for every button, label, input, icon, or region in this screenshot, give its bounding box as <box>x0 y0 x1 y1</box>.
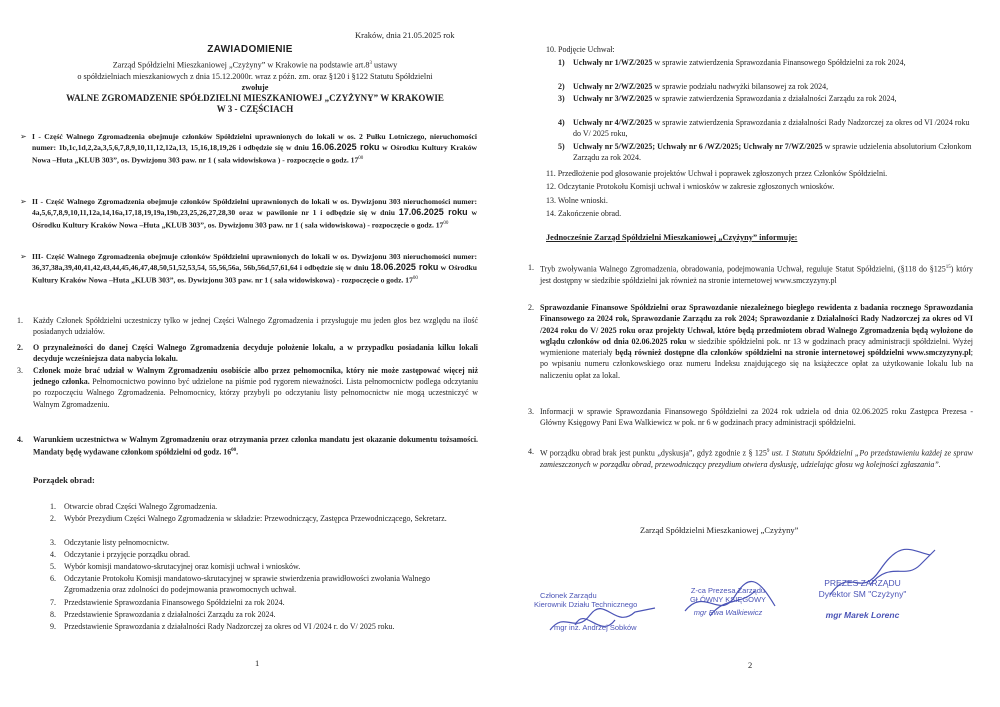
info-item <box>528 446 973 470</box>
informs-heading: Jednocześnie Zarząd Spółdzielni Mieszkaniowej „Czyżyny” informuje: <box>546 233 798 242</box>
order-number: 1. <box>50 502 56 511</box>
info-sup: 15 <box>945 265 951 270</box>
order-number: 2. <box>50 514 56 523</box>
rule-sup: 00 <box>231 448 237 454</box>
resolution-title: Uchwały nr 5/WZ/2025; Uchwały nr 6 /WZ/2025; Uchwały nr 7/WZ/2025 <box>573 142 823 151</box>
info-sup: 9 <box>766 449 770 454</box>
resolution-number: 3) <box>558 94 565 103</box>
info-item <box>528 262 973 286</box>
stamp-line: Z-ca Prezesa Zarządu <box>690 586 766 595</box>
order-text: Odczytanie listy pełnomocnictw. <box>64 538 170 547</box>
order-item-10: 10. Podjęcie Uchwał: <box>546 45 615 54</box>
order-text: Otwarcie obrad Części Walnego Zgromadzenia. <box>64 502 218 511</box>
signature-1-icon <box>545 600 665 640</box>
intro-line-1: Zarząd Spółdzielni Mieszkaniowej „Czyżyny” w Krakowie na podstawie art.8 <box>112 60 370 70</box>
session-1-date: 16.06.2025 roku <box>311 142 380 153</box>
session-3-sup: 00 <box>412 276 418 282</box>
order-number: 4. <box>50 550 56 559</box>
info-item <box>528 406 973 429</box>
signature-3-icon <box>820 545 940 605</box>
order-text: Przedstawienie Sprawozdania Finansowego Spółdzielni za rok 2024. <box>64 598 285 607</box>
stamp-line: GŁÓWNY KSIĘGOWY <box>689 595 767 604</box>
arrow-bullet-icon: ➢ <box>20 132 27 141</box>
order-title: Porządek obrad: <box>33 475 95 485</box>
order-number: 5. <box>50 562 56 571</box>
order-number: 6. <box>50 574 56 583</box>
resolution-text: w sprawie zatwierdzenia Sprawozdania z działalności Zarządu za rok 2024, <box>652 94 897 103</box>
stamp-line: mgr inż. Andrzej Sobków <box>554 623 637 632</box>
rule-number: 1. <box>17 316 23 325</box>
intro-line-5: W 3 - CZĘŚCIACH <box>216 103 294 114</box>
resolution-text: w sprawie zatwierdzenia Sprawozdania z działalności Rady Nadzorczej za okres od VI /2024 roku do V/ 2025 roku, <box>573 118 970 139</box>
session-2-place: w Ośrodku Kultury Kraków Nowa –Huta „KLUB 303”, os. Dywizjonu 303 paw. nr 1 ( sala widowiskowa) - rozpoczęcie o godz. 17 <box>32 208 477 230</box>
intro-line-2: o spółdzielniach mieszkaniowych z dnia 15.12.2000r. wraz z późn. zm. oraz §120 i §122 Statutu Spółdzielni <box>77 71 433 81</box>
arrow-bullet-icon: ➢ <box>20 197 27 206</box>
info-text: w siedzibie spółdzielni pok. nr 13 w godzinach pracy administracji spółdzielni. Wyżej wymienione materiały <box>540 336 973 358</box>
session-1-sup: 00 <box>358 156 364 162</box>
signature-2-icon <box>680 576 780 626</box>
stamp-line: mgr Ewa Walkiewicz <box>693 608 763 617</box>
session-3-place: w Ośrodku Kultury Kraków Nowa –Huta „KLUB 303”, os. Dywizjonu 303 paw. nr 1 ( sala widowiskowa) - rozpoczęcie o godz. 17 <box>32 263 477 285</box>
resolution-item <box>558 57 973 68</box>
session-1-place: w Ośrodku Kultury Kraków Nowa –Huta „KLUB 303”, os. Dywizjonu 303 paw. nr 1 ( sala widowiskowa ) - rozpoczęcie o godz. 17 <box>32 143 477 165</box>
intro-line-4: WALNE ZGROMADZENIE SPÓŁDZIELNI MIESZKANIOWEJ „CZYŻYNY” W KRAKOWIE <box>66 92 444 103</box>
resolution-item <box>558 141 973 163</box>
info-text: Tryb zwoływania Walnego Zgromadzenia, obradowania, podejmowania Uchwał, reguluje Statut Spółdzielni, (§118 do §125 <box>540 264 946 274</box>
info-number: 4. <box>528 447 534 456</box>
document-date: Kraków, dnia 21.05.2025 rok <box>355 30 455 40</box>
resolution-item <box>558 117 973 139</box>
info-text-2: ust. 1 Statutu Spółdzielni „Po przedstawieniu każdej ze spraw zamieszczonych w porządku obrad, przewodniczący prezydium otwiera dyskusję, udzielając głosu wg kolejności zgłaszania”. <box>540 448 973 469</box>
resolution-title: Uchwały nr 2/WZ/2025 <box>573 82 653 91</box>
rule-text-bold: Warunkiem uczestnictwa w Walnym Zgromadzeniu oraz otrzymania przez członka mandatu jest okazanie dokumentu tożsamości. Mandaty będę wydawane członkom spółdzielni od godz. 16 <box>33 435 478 457</box>
info-number: 1. <box>528 263 534 272</box>
stamp-line: Dyrektor SM "Czyżyny" <box>818 589 907 599</box>
order-item-11: 11. Przedłożenie pod głosowanie projektów Uchwał i poprawek zgłoszonych przez Członków Spółdzielni. <box>546 169 888 178</box>
resolution-number: 2) <box>558 82 565 91</box>
stamp-line: Kierownik Działu Technicznego <box>534 600 638 609</box>
info-text-2: ; po wpisaniu numeru członkowskiego oraz numeru Indeksu znajdującego się na książeczce opłat za użytkowanie lokalu lub na naliczeniu opłat za lokal. <box>540 348 973 380</box>
resolution-title: Uchwały nr 3/WZ/2025 <box>573 94 653 103</box>
session-3-date: 18.06.2025 roku <box>370 262 439 273</box>
resolution-number: 5) <box>558 142 565 151</box>
resolution-text: w sprawie podziału nadwyżki bilansowej za rok 2024, <box>652 82 829 91</box>
resolution-item <box>558 81 973 92</box>
page-number: 2 <box>748 660 753 670</box>
info-text: W porządku obrad brak jest punktu „dyskusja”, gdyż zgodnie z § 125 <box>540 448 767 458</box>
page-number: 1 <box>255 658 260 668</box>
stamp-line: PREZES ZARZĄDU <box>824 578 901 588</box>
info-text-bold: Sprawozdanie Finansowe Spółdzielni oraz Sprawozdanie niezależnego biegłego rewidenta z badania rocznego Sprawozdania Finansowego za 2024 rok, Sprawozdanie Zarządu za rok 2024; Sprawozdanie z Działalności Rady Nadzorczej za okres od VI /2024 roku do V/ 2025 roku oraz projekty Uchwał, które będą przedmiotem obrad Walnego Zgromadzenia będą wyłożone do wglądu członków od dnia 02.06.2025 roku <box>540 303 973 346</box>
order-text: Przedstawienie Sprawozdania z działalności Zarządu za rok 2024. <box>64 610 276 619</box>
order-item-13: 13. Wolne wnioski. <box>546 196 608 205</box>
order-number: 3. <box>50 538 56 547</box>
intro-line-3: zwołuje <box>241 82 269 92</box>
intro-sup: 3 <box>369 61 372 66</box>
rule-text: Każdy Członek Spółdzielni uczestniczy tylko w jednej Części Walnego Zgromadzenia i przysługuje mu jeden głos bez względu na ilość posiadanych udziałów. <box>33 316 478 337</box>
rule-number: 2. <box>17 343 23 352</box>
order-item-14: 14. Zakończenie obrad. <box>546 209 622 218</box>
rule-number: 3. <box>17 366 23 375</box>
info-item <box>528 302 973 381</box>
session-3-text: III- Część Walnego Zgromadzenia obejmuje członków Spółdzielni uprawnionych do lokali w os. Dywizjonu 303 nieruchomości numer: 36,37,38a,39,40,41,42,43,44,45,46,47,48,50,51,52,53,54, 55,56,56a, 56b,56d,57,61,64 i odbędzie się w dniu <box>32 252 477 273</box>
order-text: Odczytanie i przyjęcie porządku obrad. <box>64 550 190 559</box>
session-2-sup: 00 <box>443 221 449 227</box>
document-title: ZAWIADOMIENIE <box>207 44 293 55</box>
info-text: Informacji w sprawie Sprawozdania Finansowego Spółdzielni za 2024 rok udziela od dnia 02.06.2025 roku Zastępca Prezesa - Główny Księgowy Pani Ewa Walkiewicz w pok. nr 6 w godzinach pracy administracji spółdzielni. <box>540 407 973 428</box>
info-number: 2. <box>528 303 534 312</box>
resolution-text: w sprawie zatwierdzenia Sprawozdania Finansowego Spółdzielni za rok 2024, <box>652 58 906 67</box>
session-2-date: 17.06.2025 roku <box>398 207 468 218</box>
rule-end: . <box>236 447 239 457</box>
resolution-number: 1) <box>558 58 565 67</box>
order-number: 9. <box>50 622 56 631</box>
rule-number: 4. <box>17 435 23 444</box>
session-1-text: I - Część Walnego Zgromadzenia obejmuje członków Spółdzielni uprawnionych do lokali w os. 2 Pułku Lotniczego, nieruchomości numer: 1b,1c,1d,2,2a,3,5,6,7,8,9,10,11,12,12a,13, 15,16,18,19,26 i odbędzie się w dniu <box>32 132 477 153</box>
info-number: 3. <box>528 407 534 416</box>
order-number: 8. <box>50 610 56 619</box>
order-text: Wybór Prezydium Części Walnego Zgromadzenia w składzie: Przewodniczący, Zastępca Przewodniczącego, Sekretarz. <box>64 514 447 523</box>
order-text: Wybór komisji mandatowo-skrutacyjnej oraz komisji uchwał i wniosków. <box>64 562 301 571</box>
rule-text: Pełnomocnictwo powinno być udzielone na piśmie pod rygorem nieważności. Lista pełnomocnictw podlega odczytaniu po rozpoczęciu Walnego Zgromadzenia. Pełnomocnicy, którzy przybyli po odczytaniu listy pełnomocnictw nie mogą uczestniczyć w Walnym Zgromadzeniu. <box>33 377 478 409</box>
board-name: Zarząd Spółdzielni Mieszkaniowej „Czyżyny” <box>640 525 799 535</box>
info-text-2: ) który jest dostępny w siedzibie spółdzielni jak również na stronie internetowej www.smczyzyny.pl <box>540 264 973 285</box>
resolution-item <box>558 93 973 104</box>
rule-text: O przynależności do danej Części Walnego Zgromadzenia decyduje położenie lokalu, a w przypadku posiadania kilku lokali decyduje wcześniejsza data nabycia lokalu. <box>33 343 478 364</box>
resolution-title: Uchwały nr 4/WZ/2025 <box>573 118 653 127</box>
intro-line-1-end: ustawy <box>371 60 398 70</box>
stamp-line: mgr Marek Lorenc <box>825 610 900 620</box>
order-number: 7. <box>50 598 56 607</box>
resolution-text: w sprawie udzielenia absolutorium Członkom Zarządu za rok 2024. <box>573 142 972 163</box>
order-text: Odczytanie Protokołu Komisji mandatowo-skrutacyjnej w sprawie stwierdzenia prawidłowości zwołania Walnego Zgromadzenia oraz zdolności do podejmowania prawomocnych uchwał. <box>64 574 430 595</box>
info-text-bold-2: będą również dostępne dla członków spółdzielni na stronie internetowej spółdzielni www.smczyzyny.pl <box>615 348 971 358</box>
resolution-title: Uchwały nr 1/WZ/2025 <box>573 58 653 67</box>
order-item-12: 12. Odczytanie Protokołu Komisji uchwał i wniosków w zakresie zgłoszonych wniosków. <box>546 182 835 191</box>
session-2-text: II - Część Walnego Zgromadzenia obejmuje członków Spółdzielni uprawnionych do lokali w os. Dywizjonu 303 nieruchomości numer: 4a,5,6,7,8,9,10,11,12a,14,16a,17,18,19,19a,19b,23,25,26,27,28,30 oraz w pawilonie nr 1 i odbędzie się w dniu <box>32 197 477 218</box>
stamp-line: Członek Zarządu <box>540 591 597 600</box>
arrow-bullet-icon: ➢ <box>20 252 27 261</box>
resolution-number: 4) <box>558 118 565 127</box>
order-text: Przedstawienie Sprawozdania z działalności Rady Nadzorczej za okres od VI /2024 r. do V/ 2025 roku. <box>64 622 395 631</box>
rule-text-bold: Członek może brać udział w Walnym Zgromadzeniu osobiście albo przez pełnomocnika, który nie może zastępować więcej niż jednego członka. <box>33 366 478 387</box>
